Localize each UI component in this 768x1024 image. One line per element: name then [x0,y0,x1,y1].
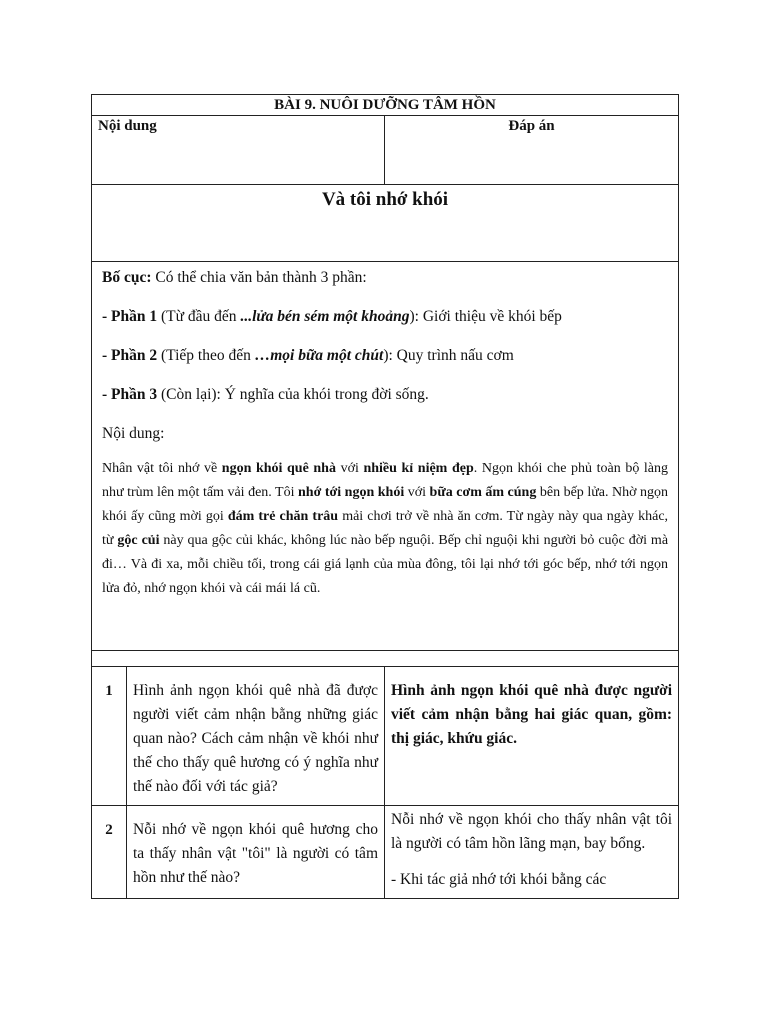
answer-paragraph: - Khi tác giả nhớ tới khói bằng các [391,871,607,888]
structure-intro [102,268,668,288]
question-text: Hình ảnh ngọn khói quê nhà đã được người viết cảm nhận bằng những giác quan nào? Cách cảm nhận về khói như thế cho thấy quê hương có ý nghĩa như thế nào đối với tác giả? [127,667,385,806]
part-1-post: ): Giới thiệu về khói bếp [409,308,562,325]
structure-text: Có thể chia văn bản thành 3 phần: [151,269,367,286]
summary-highlight: bữa cơm ấm cúng [429,485,537,500]
column-header-content: Nội dung [92,116,385,185]
question-number: 1 [92,667,127,806]
summary-text: này qua gộc củi khác, không lúc nào bếp nguội. Bếp chỉ nguội khi người bỏ cuộc đời mà đi… Và đi xa, mỗi chiều tối, trong cái giá lạnh của mùa đông, tôi lại nhớ tới góc bếp, nhớ tới ngọn lửa đỏ, nhớ ngọn khói và cái mái lá cũ. [102,533,669,596]
answer-paragraph: Nỗi nhớ về ngọn khói cho thấy nhân vật tôi là người có tâm hồn lãng mạn, bay bổng. [391,811,673,852]
question-row [92,806,679,899]
part-3 [102,385,668,405]
question-number: 2 [92,806,127,899]
summary-text: . Ngọn khói che phủ toàn bộ làng như trùm lên một tấm vải đen. Tôi [102,461,669,500]
summary-text: với [335,461,364,476]
summary-text: Nhân vật tôi nhớ về [102,461,222,476]
question-text: Nỗi nhớ về ngọn khói quê hương cho ta thấy nhân vật "tôi" là người có tâm hồn như thế nào? [127,806,385,899]
summary-highlight: đám trẻ chăn trâu [227,509,339,524]
part-2-quote: …mọi bữa một chút [254,347,384,364]
part-2 [102,346,668,366]
text-title: Và tôi nhớ khói [92,185,679,262]
question-row [92,667,679,806]
part-2-post: ): Quy trình nấu cơm [383,347,514,364]
part-1-label: Phần 1 [111,308,158,325]
answer-text: Hình ảnh ngọn khói quê nhà được người viết cảm nhận bằng hai giác quan, gồm: thị giác, khứu giác. [385,667,679,806]
summary-highlight: ngọn khói quê nhà [221,461,336,476]
part-1-dash: - [102,308,112,325]
part-2-dash: - [102,347,112,364]
structure-label: Bố cục: [102,269,152,286]
part-3-label: Phần 3 [111,386,158,403]
summary-highlight: gộc củi [117,533,160,548]
content-section [92,262,679,651]
document-page [91,94,678,899]
content-table [91,94,679,899]
part-1-quote: ...lửa bén sém một khoảng [240,308,410,325]
part-1 [102,307,668,327]
part-1-pre: (Từ đầu đến [157,308,241,325]
part-2-pre: (Tiếp theo đến [157,347,255,364]
part-2-label: Phần 2 [111,347,158,364]
column-header-answer: Đáp án [385,116,679,185]
answer-cell [385,806,679,899]
spacer-row [92,651,679,667]
content-label: Nội dung: [102,425,165,442]
summary-text: bên bếp lửa. Nhờ ngọn khói ấy cũng mời gọi [102,485,669,524]
summary-text: với [404,485,430,500]
content-summary [102,457,668,601]
part-3-post: (Còn lại): Ý nghĩa của khói trong đời sống. [157,386,429,403]
part-3-dash: - [102,386,112,403]
lesson-heading: BÀI 9. NUÔI DƯỠNG TÂM HỒN [92,95,679,116]
summary-text: mải chơi trở về nhà ăn cơm. Từ ngày này qua ngày khác, từ [102,509,669,548]
summary-highlight: nhiều kỉ niệm đẹp [363,461,474,476]
summary-highlight: nhớ tới ngọn khói [298,485,405,500]
